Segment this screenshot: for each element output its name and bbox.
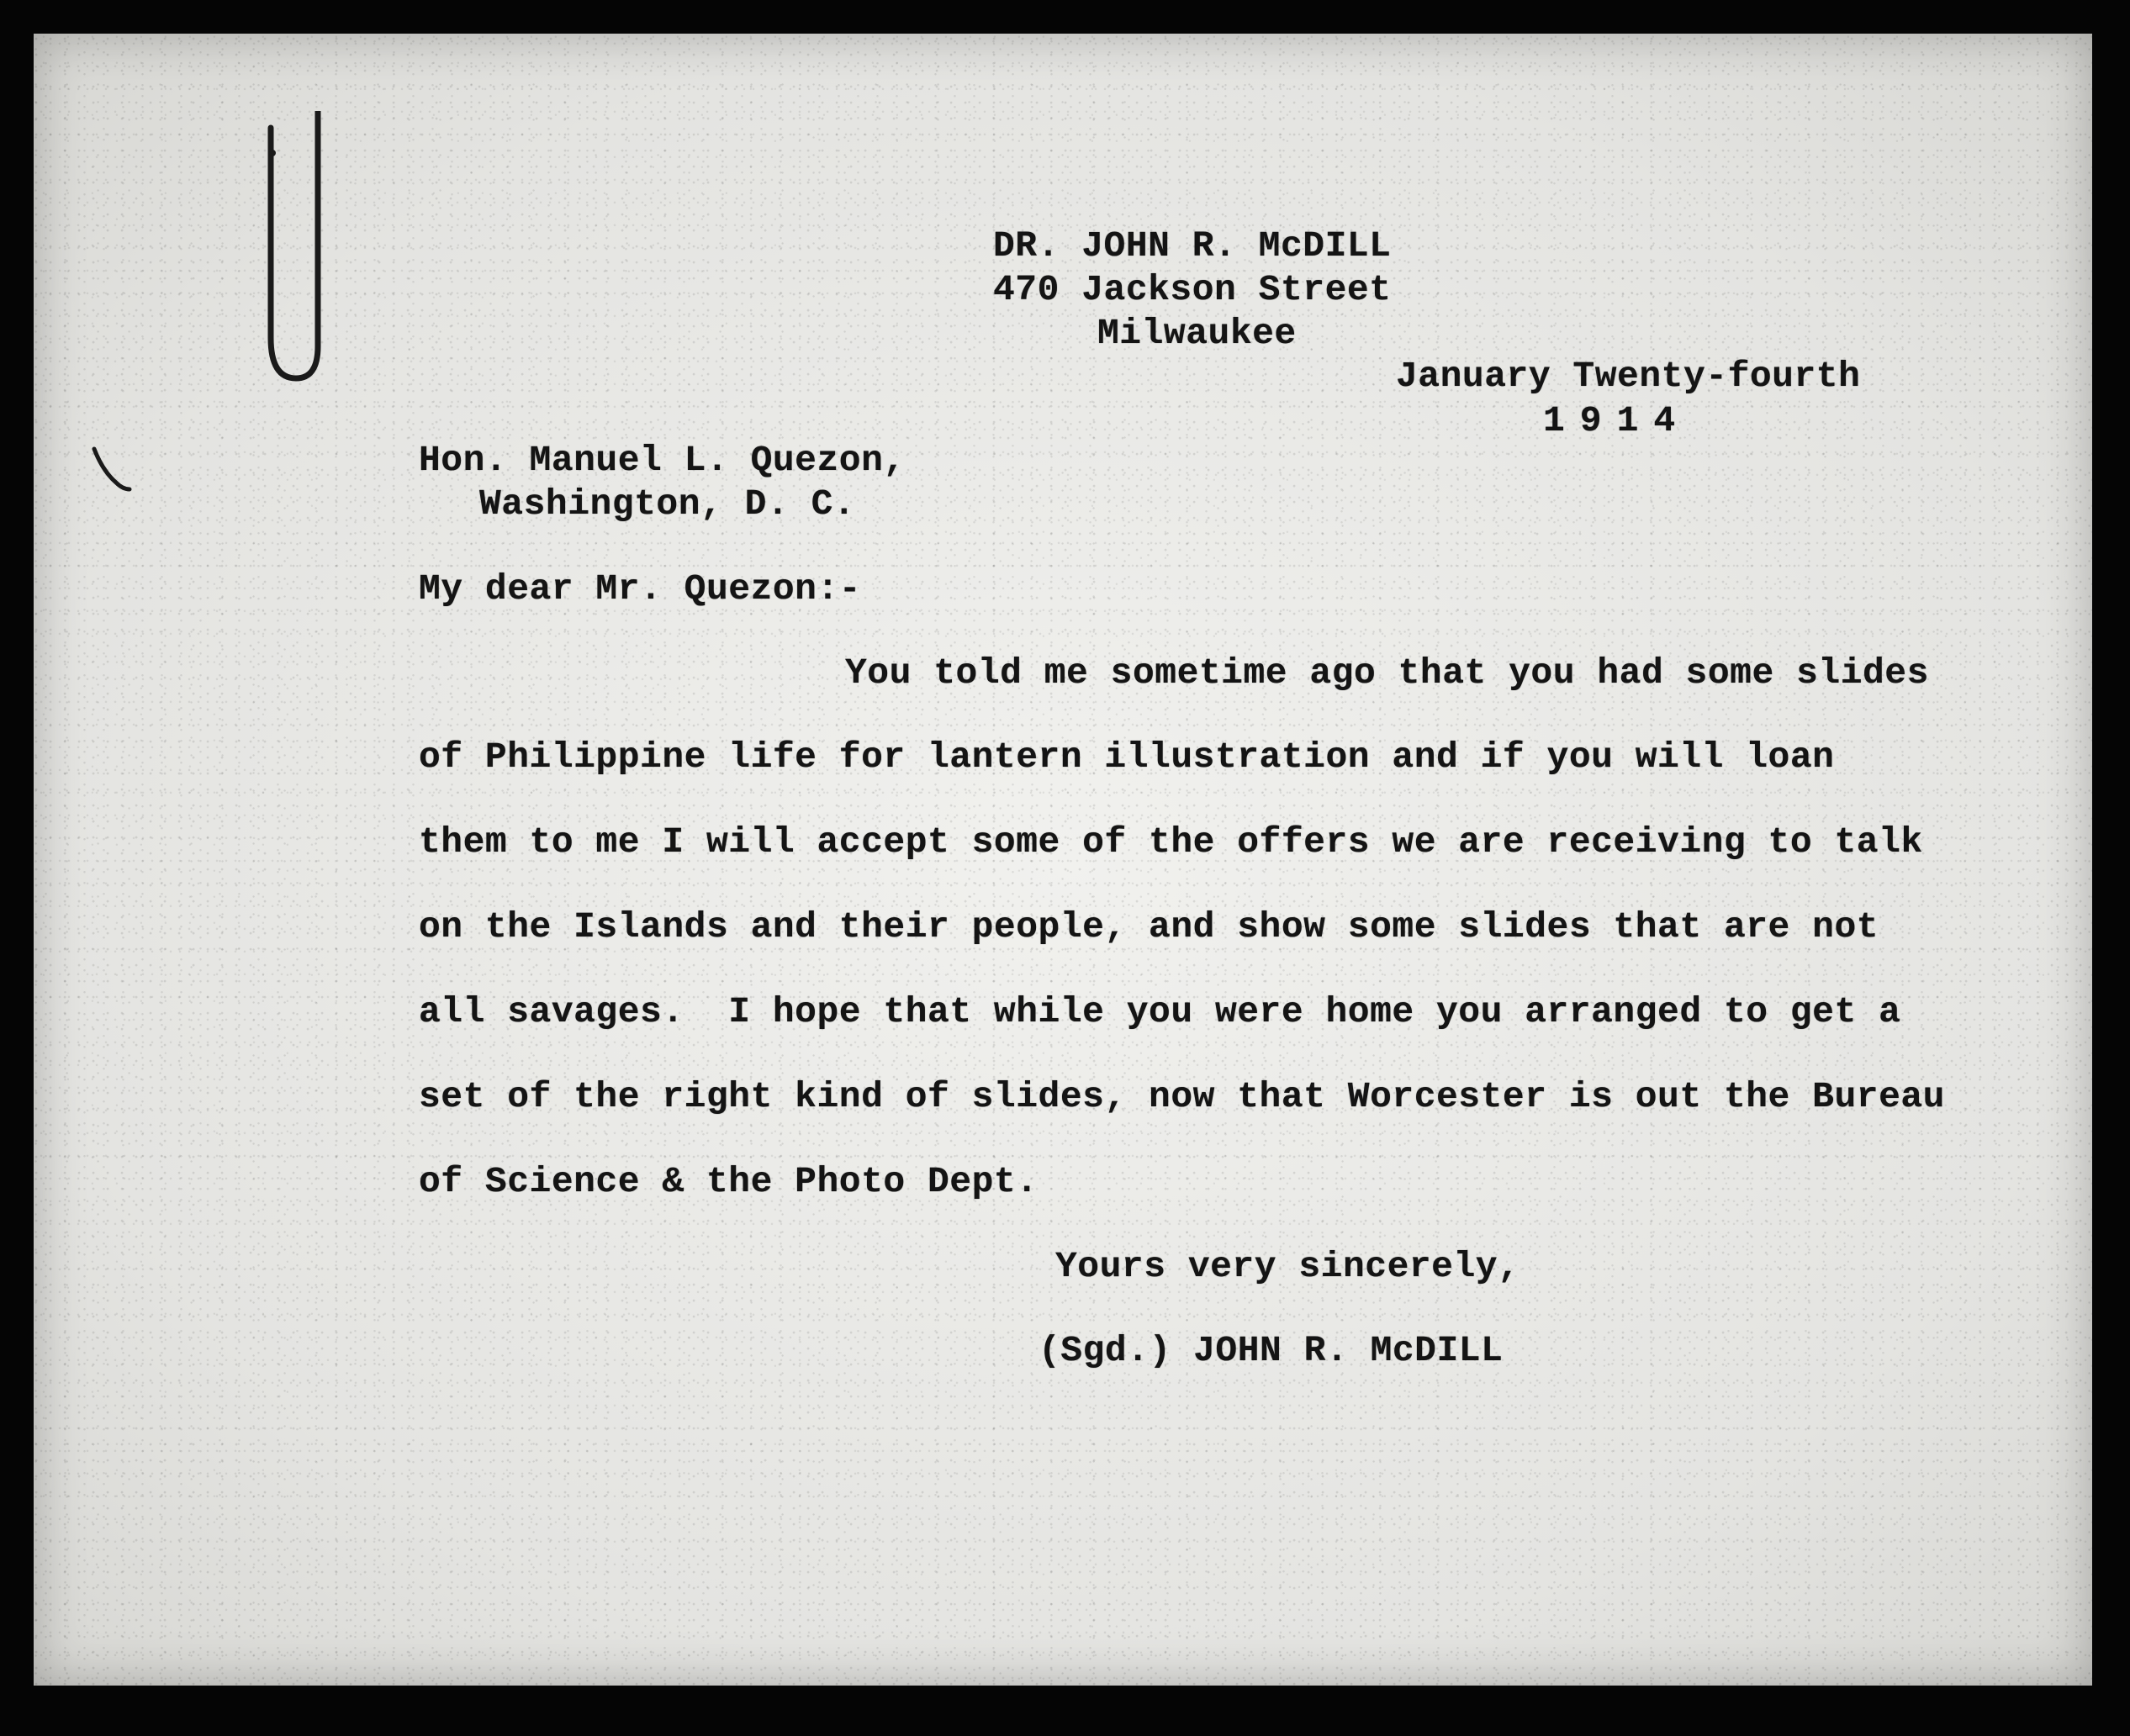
letterhead-street: 470 Jackson Street (993, 269, 1392, 310)
recipient-location: Washington, D. C. (479, 483, 856, 525)
body-line-1: You told me sometime ago that you had some slides (845, 652, 1929, 694)
body-line-3: them to me I will accept some of the offers we are receiving to talk (419, 821, 1923, 863)
closing: Yours very sincerely, (1055, 1246, 1520, 1287)
body-line-6: set of the right kind of slides, now that Worcester is out the Bureau (419, 1076, 1945, 1117)
letterhead-city: Milwaukee (1097, 313, 1297, 354)
letterhead-name: DR. JOHN R. McDILL (993, 225, 1392, 266)
recipient-name: Hon. Manuel L. Quezon, (419, 440, 906, 481)
body-line-5: all savages. I hope that while you were home you arranged to get a (419, 991, 1901, 1032)
letter-year: 1914 (1543, 400, 1691, 441)
salutation: My dear Mr. Quezon:- (419, 568, 862, 609)
ink-stroke-mark (91, 446, 150, 504)
letter-date: January Twenty-fourth (1396, 356, 1861, 397)
body-line-4: on the Islands and their people, and show some slides that are not (419, 906, 1879, 947)
letter-page (34, 34, 2092, 1686)
body-line-2: of Philippine life for lantern illustration and if you will loan (419, 736, 1835, 778)
paper-clip-mark (262, 111, 325, 384)
signature: (Sgd.) JOHN R. McDILL (1039, 1330, 1504, 1371)
body-line-7: of Science & the Photo Dept. (419, 1161, 1039, 1202)
